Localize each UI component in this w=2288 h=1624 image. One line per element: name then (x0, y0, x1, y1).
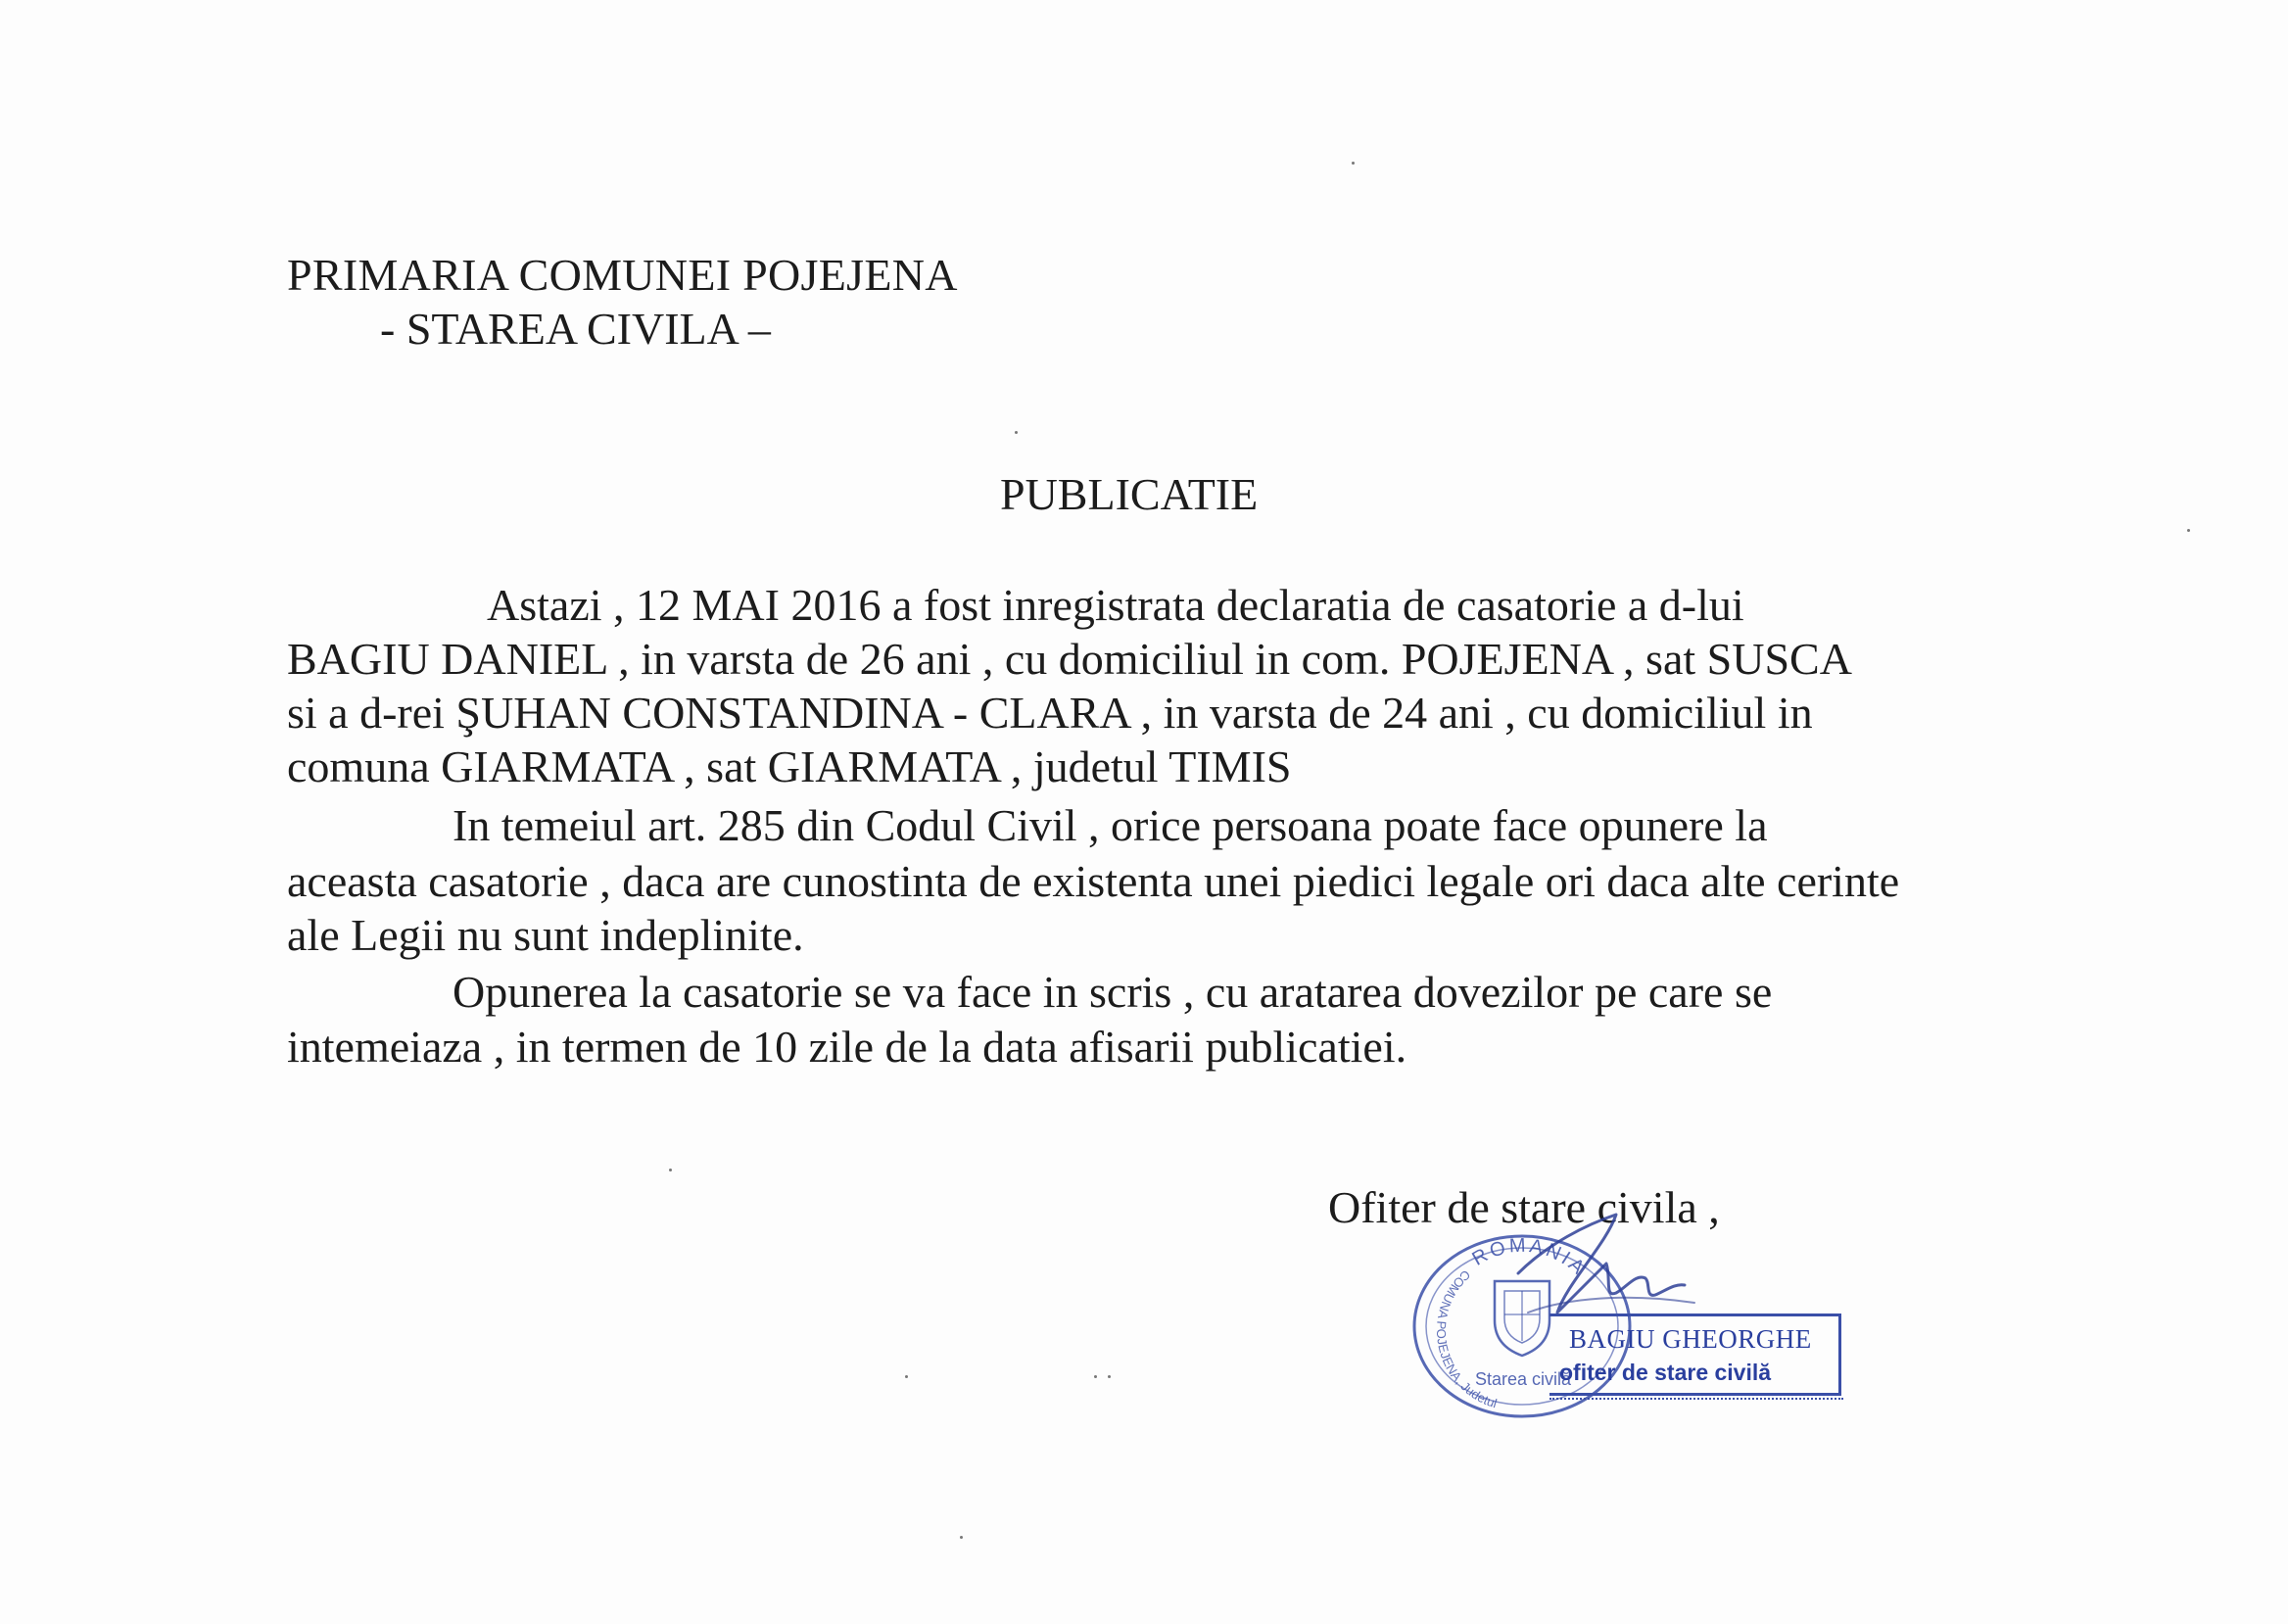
body-line-4: comuna GIARMATA , sat GIARMATA , judetul TIMIS (287, 741, 1292, 791)
body-line-2: BAGIU DANIEL , in varsta de 26 ani , cu domiciliul in com. POJEJENA , sat SUSCA (287, 634, 1852, 684)
body-line-1: Astazi , 12 MAI 2016 a fost inregistrata declaratia de casatorie a d-lui (487, 580, 1744, 630)
scan-speck (1108, 1375, 1111, 1378)
scan-speck (1015, 431, 1018, 434)
stamp-dotted-line (1549, 1398, 1843, 1400)
signature-label: Ofiter de stare civila , (1328, 1182, 1720, 1232)
scan-speck (2187, 529, 2190, 532)
scan-speck (1094, 1375, 1097, 1378)
seal-center-text: Starea civilă (1475, 1369, 1572, 1389)
body-line-7: ale Legii nu sunt indeplinite. (287, 910, 804, 960)
body-line-3: si a d-rei ŞUHAN CONSTANDINA - CLARA , in varsta de 24 ani , cu domiciliul in (287, 688, 1813, 738)
body-line-6: aceasta casatorie , daca are cunostinta de existenta unei piedici legale ori daca alte cerinte (287, 856, 1900, 906)
stamp-official-name: BAGIU GHEORGHE (1569, 1324, 1812, 1354)
scan-speck (1352, 162, 1355, 165)
seal-left-text: COMUNA POJEJENA, Judetul (1433, 1266, 1500, 1411)
scan-speck (669, 1169, 672, 1171)
seal-top-text: ROMANIA (1468, 1234, 1591, 1281)
scan-speck (905, 1375, 908, 1378)
body-line-9: intemeiaza , in termen de 10 zile de la data afisarii publicatiei. (287, 1022, 1407, 1072)
department-header: - STAREA CIVILA – (380, 304, 771, 354)
body-line-8: Opunerea la casatorie se va face in scris , cu aratarea dovezilor pe care se (453, 967, 1773, 1017)
document-title: PUBLICATIE (1000, 469, 1259, 519)
scan-speck (960, 1536, 963, 1539)
handwritten-signature-icon (1489, 1205, 1724, 1342)
institution-header: PRIMARIA COMUNEI POJEJENA (287, 250, 958, 300)
body-line-5: In temeiul art. 285 din Codul Civil , orice persoana poate face opunere la (453, 800, 1768, 850)
stamp-official-role: ofiter de stare civilă (1559, 1360, 1772, 1385)
